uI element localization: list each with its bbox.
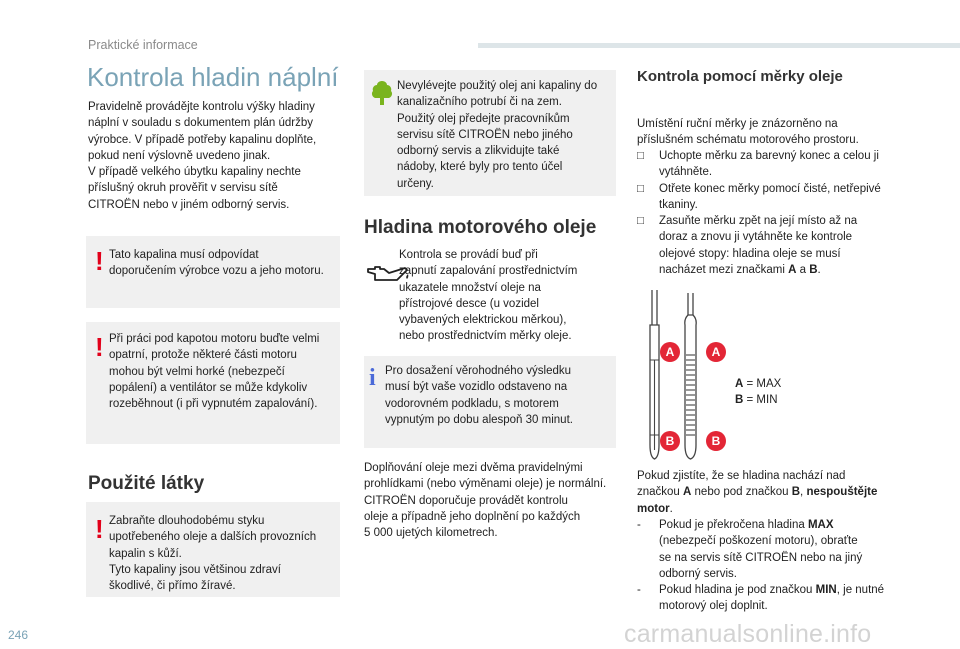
intro-line: příslušný okruh prověřit v servisu sítě — [88, 182, 278, 195]
step-item — [637, 213, 917, 278]
oil-text-line: Kontrola se provádí buď při — [399, 249, 538, 261]
mark-a-ref: A — [683, 486, 692, 499]
intro-line: pokud není výslovně uvedeno jinak. — [88, 149, 271, 162]
result-paragraph — [637, 468, 927, 517]
result-text: značkou — [637, 486, 684, 499]
intro-line: náplní v souladu s dokumentem plán údržby — [88, 117, 314, 130]
engine-text: motor — [637, 502, 670, 515]
tree-icon — [370, 80, 394, 106]
eco-line: servisu sítě CITROËN nebo jiného — [397, 128, 573, 141]
mark-a-label-left: A — [660, 342, 680, 362]
dipstick-intro-line: Umístění ruční měrky je znázorněno na — [637, 118, 838, 130]
dash-item-max — [637, 517, 927, 582]
warning-line: škodlivé, či přímo žíravé. — [109, 580, 236, 593]
mark-a-label-right: A — [706, 342, 726, 362]
dash-line: odborný servis. — [659, 567, 737, 580]
dash-text: Pokud hladina je pod značkou — [659, 584, 816, 597]
dash-mark: - — [637, 584, 641, 597]
intro-line: Pravidelně provádějte kontrolu výšky hladiny — [88, 101, 315, 113]
warning-line: Tato kapalina musí odpovídat — [109, 249, 259, 261]
legend-value: = MAX — [743, 378, 782, 390]
intro-line: výrobce. V případě potřeby kapalinu doplňte, — [88, 133, 317, 146]
legend-min — [735, 392, 781, 408]
dipstick-intro — [637, 116, 917, 149]
eco-line: kanalizačního potrubí či na zem. — [397, 96, 562, 109]
refill-line: oleje a případně jeho doplnění po každých — [364, 510, 581, 523]
bullet-square-icon: □ — [637, 182, 644, 195]
warning-icon: ! — [95, 246, 104, 276]
result-line — [637, 484, 927, 500]
warning-line: upotřebeného oleje a dalších provozních — [109, 531, 317, 544]
refill-line: Doplňování oleje mezi dvěma pravidelnými — [364, 462, 583, 474]
mark-b-ref: B — [791, 486, 801, 499]
intro-line: V případě velkého úbytku kapaliny nechte — [88, 166, 301, 179]
legend-value: = MIN — [743, 394, 778, 406]
oil-text-line: zapnutí zapalování prostřednictvím — [399, 265, 578, 278]
dipstick-legend — [735, 376, 781, 408]
step-line: Zasuňte měrku zpět na její místo až na — [659, 215, 858, 228]
dash-mark: - — [637, 519, 641, 531]
dash-line: se na servis sítě CITROËN nebo na jiný — [659, 551, 863, 564]
result-line: Pokud zjistíte, že se hladina nachází nad — [637, 470, 846, 482]
mark-a-ref: A — [788, 264, 797, 277]
warning-line: mohou být velmi horké (nebezpečí — [109, 365, 285, 378]
step-text: a — [796, 264, 810, 277]
dipstick-heading: Kontrola pomocí měrky oleje — [637, 68, 843, 85]
do-not-start-text: nespouštějte — [806, 486, 878, 499]
used-substances-heading: Použité látky — [88, 473, 205, 494]
step-line: olejové stopy: hladina oleje se musí — [659, 247, 841, 260]
oil-text-line: ukazatele množství oleje na — [399, 281, 541, 294]
step-line: vytáhněte. — [659, 166, 713, 179]
refill-line: 5 000 ujetých kilometrech. — [364, 527, 498, 540]
warning-line: doporučením výrobce vozu a jeho motoru. — [109, 265, 324, 278]
warning-box-fluid-spec — [86, 236, 340, 308]
warning-box-skin-contact — [86, 502, 340, 597]
info-line: Pro dosažení věrohodného výsledku — [385, 365, 572, 377]
refill-line: prohlídkami (nebo výměnami oleje) je normální. — [364, 478, 607, 491]
warning-line: kapalin s kůží. — [109, 547, 182, 560]
eco-line: nádoby, které byly pro tento účel — [397, 161, 563, 174]
warning-line: Při práci pod kapotou motoru buďte velmi — [109, 333, 320, 345]
eco-line: určeny. — [397, 177, 434, 190]
dipstick-diagram — [630, 285, 740, 465]
result-line — [637, 501, 927, 517]
bullet-square-icon: □ — [637, 215, 644, 228]
intro-line: CITROËN nebo v jiném odborný servis. — [88, 198, 290, 211]
step-text: nacházet mezi značkami — [659, 264, 789, 277]
engine-oil-heading: Hladina motorového oleje — [364, 217, 597, 238]
dash-line: (nebezpečí poškození motoru), obraťte — [659, 535, 858, 548]
eco-line: Použitý olej předejte pracovníkům — [397, 112, 570, 125]
refill-line: CITROËN doporučuje provádět kontrolu — [364, 494, 568, 507]
info-line: vypnutým po dobu alespoň 30 minut. — [385, 413, 573, 426]
info-line: musí být vaše vozidlo odstaveno na — [385, 381, 568, 394]
warning-line: Zabraňte dlouhodobému styku — [109, 515, 265, 527]
step-line: tkaniny. — [659, 198, 698, 211]
page-title: Kontrola hladin náplní — [87, 62, 339, 92]
info-line: vodorovném podkladu, s motorem — [385, 397, 559, 410]
mark-b-label-left: B — [660, 431, 680, 451]
eco-line: odborný servis a zlikvidujte také — [397, 145, 560, 158]
oil-text-line: přístrojové desce (u vozidel — [399, 297, 539, 310]
oil-check-text — [399, 247, 619, 345]
result-text: nebo pod značkou — [691, 486, 792, 499]
intro-paragraph — [88, 99, 348, 213]
warning-line: opatrní, protože některé části motoru — [109, 349, 297, 362]
dipstick-intro-line: příslušném schématu motorového prostoru. — [637, 134, 859, 147]
refill-paragraph — [364, 460, 624, 541]
page-number: 246 — [8, 628, 29, 642]
dash-line — [659, 517, 927, 533]
max-ref: MAX — [807, 519, 834, 531]
step-item — [637, 181, 917, 214]
info-icon: i — [369, 365, 376, 391]
step-line: Uchopte měrku za barevný konec a celou ji — [659, 150, 879, 162]
mark-b-label-right: B — [706, 431, 726, 451]
result-dash-list — [637, 517, 927, 615]
oil-text-line: vybavených elektrickou měrkou), — [399, 314, 567, 327]
dash-text: , je nutné — [836, 584, 885, 597]
step-line — [659, 262, 917, 278]
dash-line — [659, 582, 927, 598]
section-header: Praktické informace — [88, 38, 198, 52]
legend-key: A — [735, 378, 744, 390]
warning-line: popálení) a ventilátor se může kdykoliv — [109, 381, 308, 394]
step-line: Otřete konec měrky pomocí čisté, netřepivé — [659, 182, 881, 195]
header-bar — [478, 43, 960, 48]
result-text: . — [669, 502, 673, 515]
min-ref: MIN — [815, 584, 837, 597]
mark-b-ref: B — [809, 264, 818, 277]
legend-key: B — [735, 394, 744, 406]
dash-text: Pokud je překročena hladina — [659, 519, 808, 531]
eco-line: Nevylévejte použitý olej ani kapaliny do — [397, 80, 598, 92]
result-text: , — [800, 486, 807, 499]
info-box-level-reading — [364, 356, 616, 448]
warning-box-hot-engine — [86, 322, 340, 444]
step-item — [637, 148, 917, 181]
warning-line: rozeběhnout (i při vypnutém zapalování). — [109, 398, 318, 411]
step-text: . — [817, 264, 821, 277]
warning-line: Tyto kapaliny jsou většinou zdraví — [109, 563, 281, 576]
dash-line: motorový olej doplnit. — [659, 600, 768, 613]
dipstick-steps — [637, 148, 917, 278]
step-line: doraz a znovu ji vytáhněte ke kontrole — [659, 231, 853, 244]
eco-box — [364, 70, 616, 196]
warning-icon: ! — [95, 332, 104, 362]
legend-max — [735, 376, 781, 392]
watermark: carmanualsonline.info — [624, 620, 872, 648]
oil-text-line: nebo prostřednictvím měrky oleje. — [399, 330, 572, 343]
dash-item-min — [637, 582, 927, 615]
warning-icon: ! — [95, 514, 104, 544]
bullet-square-icon: □ — [637, 150, 644, 162]
